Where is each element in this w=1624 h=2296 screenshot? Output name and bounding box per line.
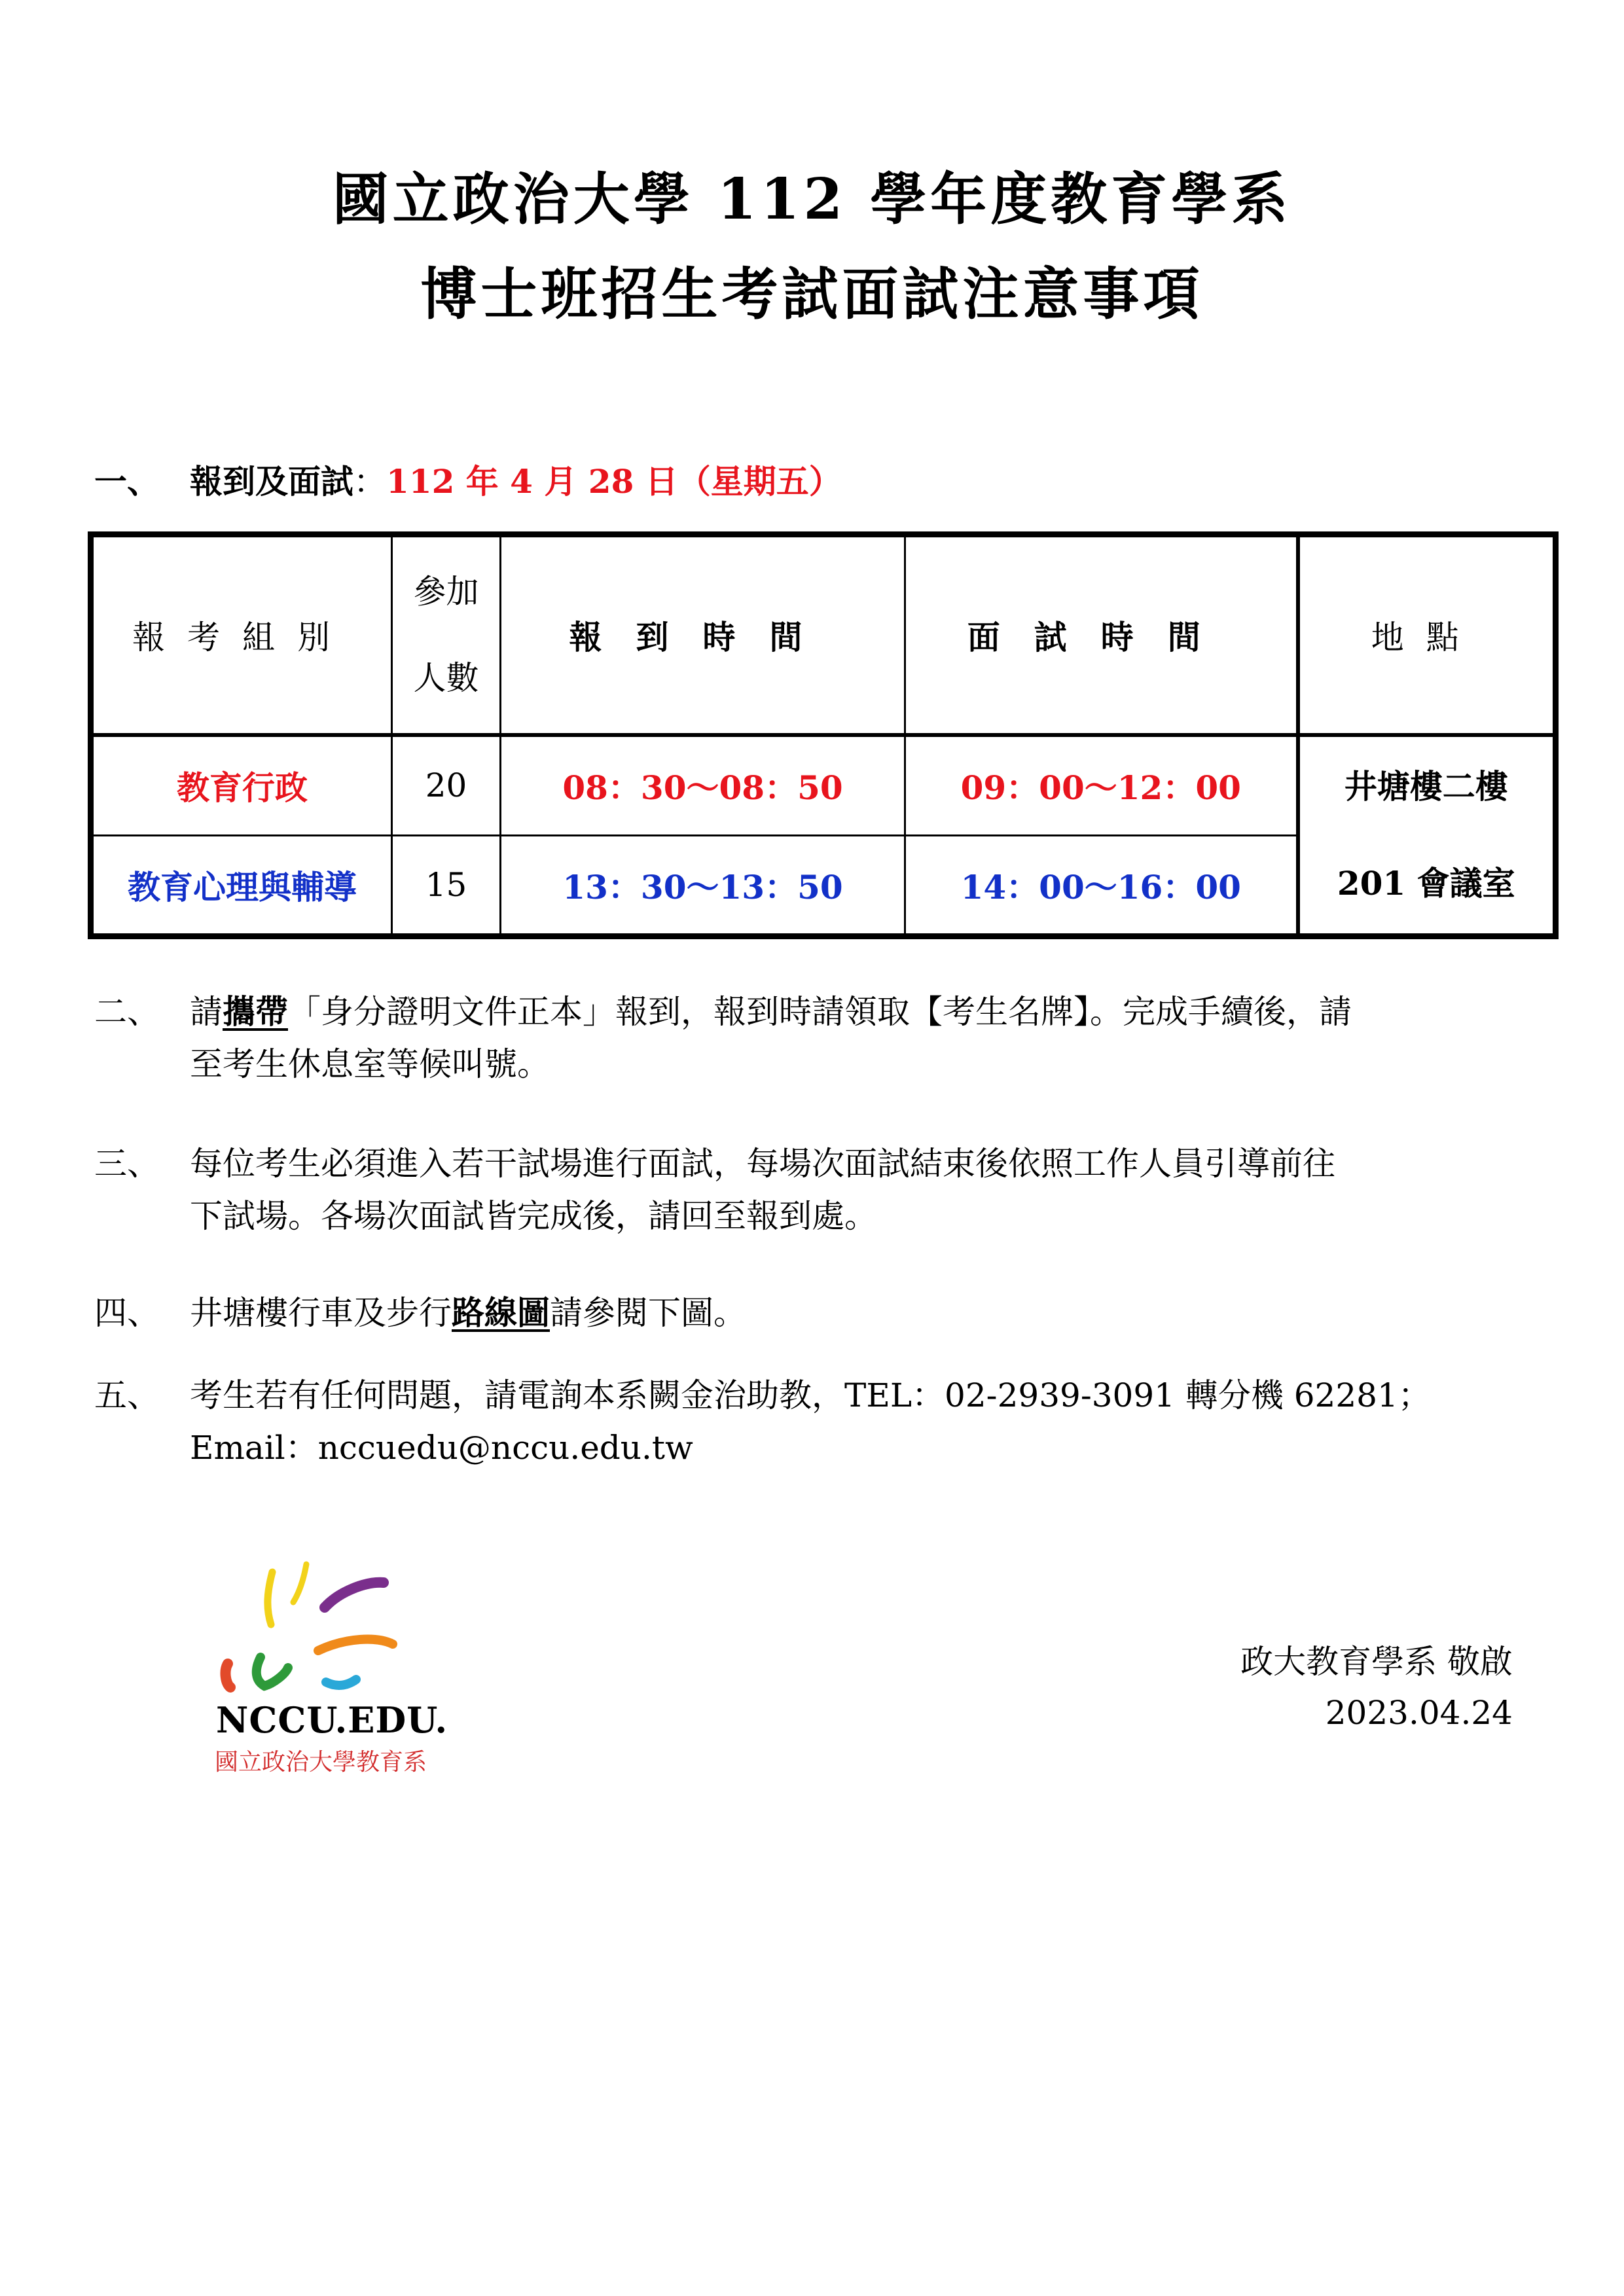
section-5-line-1: 考生若有任何問題，請電詢本系闕金治助教，TEL：02-2939-3091 轉分機 62281； (190, 1376, 1431, 1414)
row-2-interview: 14：00～16：00 (905, 836, 1298, 937)
section-1-number: 一、 (94, 462, 160, 501)
nccu-edu-logo-icon (208, 1552, 450, 1775)
document-title (0, 152, 1624, 342)
section-5-number: 五、 (94, 1376, 160, 1414)
logo-text-en: NCCU.EDU. (216, 1699, 448, 1741)
section-2-line-1: 「身分證明文件正本」報到，報到時請領取【考生名牌】。完成手續後，請 (288, 993, 1352, 1031)
section-4-number: 四、 (94, 1294, 160, 1332)
signature-block (1240, 1636, 1513, 1738)
row-1-count: 20 (392, 735, 501, 836)
row-1-group: 教育行政 (91, 735, 392, 836)
title-line-1: 國立政治大學 112 學年度教育學系 (332, 166, 1292, 232)
header-count: 參加 人數 (392, 535, 501, 735)
location-line-1: 井塘樓二樓 (1344, 766, 1508, 806)
contact-email: Email：nccuedu@nccu.edu.tw (190, 1429, 693, 1467)
location-cell (1298, 735, 1556, 937)
section-3-line-2: 下試場。各場次面試皆完成後，請回至報到處。 (190, 1197, 877, 1235)
signature-date: 2023.04.24 (1325, 1694, 1513, 1732)
header-location: 地點 (1298, 535, 1556, 735)
header-checkin-time: 報到時間 (501, 535, 905, 735)
section-2 (94, 986, 1534, 1090)
section-1 (94, 456, 1534, 508)
header-interview-time: 面試時間 (905, 535, 1298, 735)
logo-text-zh: 國立政治大學教育系 (215, 1749, 427, 1776)
table-header-row (91, 535, 1556, 735)
section-3-number: 三、 (94, 1145, 160, 1183)
row-2-count: 15 (392, 836, 501, 937)
section-2-pre: 請 (190, 993, 223, 1031)
row-2-checkin: 13：30～13：50 (501, 836, 905, 937)
row-1-interview: 09：00～12：00 (905, 735, 1298, 836)
header-group: 報考組別 (91, 535, 392, 735)
section-4-post: 請參閱下圖。 (550, 1294, 746, 1332)
title-line-2: 博士班招生考試面試注意事項 (420, 261, 1204, 327)
schedule-table (88, 531, 1559, 939)
section-1-separator: ： (353, 463, 386, 501)
section-2-line-2: 至考生休息室等候叫號。 (190, 1045, 550, 1083)
section-5 (94, 1369, 1534, 1474)
section-3-line-1: 每位考生必須進入若干試場進行面試，每場次面試結束後依照工作人員引導前往 (190, 1145, 1335, 1183)
signature-org: 政大教育學系 敬啟 (1240, 1643, 1513, 1681)
row-2-group: 教育心理與輔導 (91, 836, 392, 937)
table-row (91, 735, 1556, 836)
section-1-date: 112 年 4 月 28 日（星期五） (386, 462, 842, 501)
section-1-label: 報到及面試 (190, 462, 353, 501)
section-4 (94, 1287, 1534, 1339)
location-line-2: 201 會議室 (1337, 863, 1515, 903)
route-map-link: 路線圖 (452, 1293, 550, 1332)
row-1-checkin: 08：30～08：50 (501, 735, 905, 836)
section-2-emphasis: 攜帶 (223, 992, 288, 1031)
section-2-number: 二、 (94, 993, 160, 1031)
section-4-pre: 井塘樓行車及步行 (190, 1294, 452, 1332)
section-3 (94, 1138, 1534, 1242)
